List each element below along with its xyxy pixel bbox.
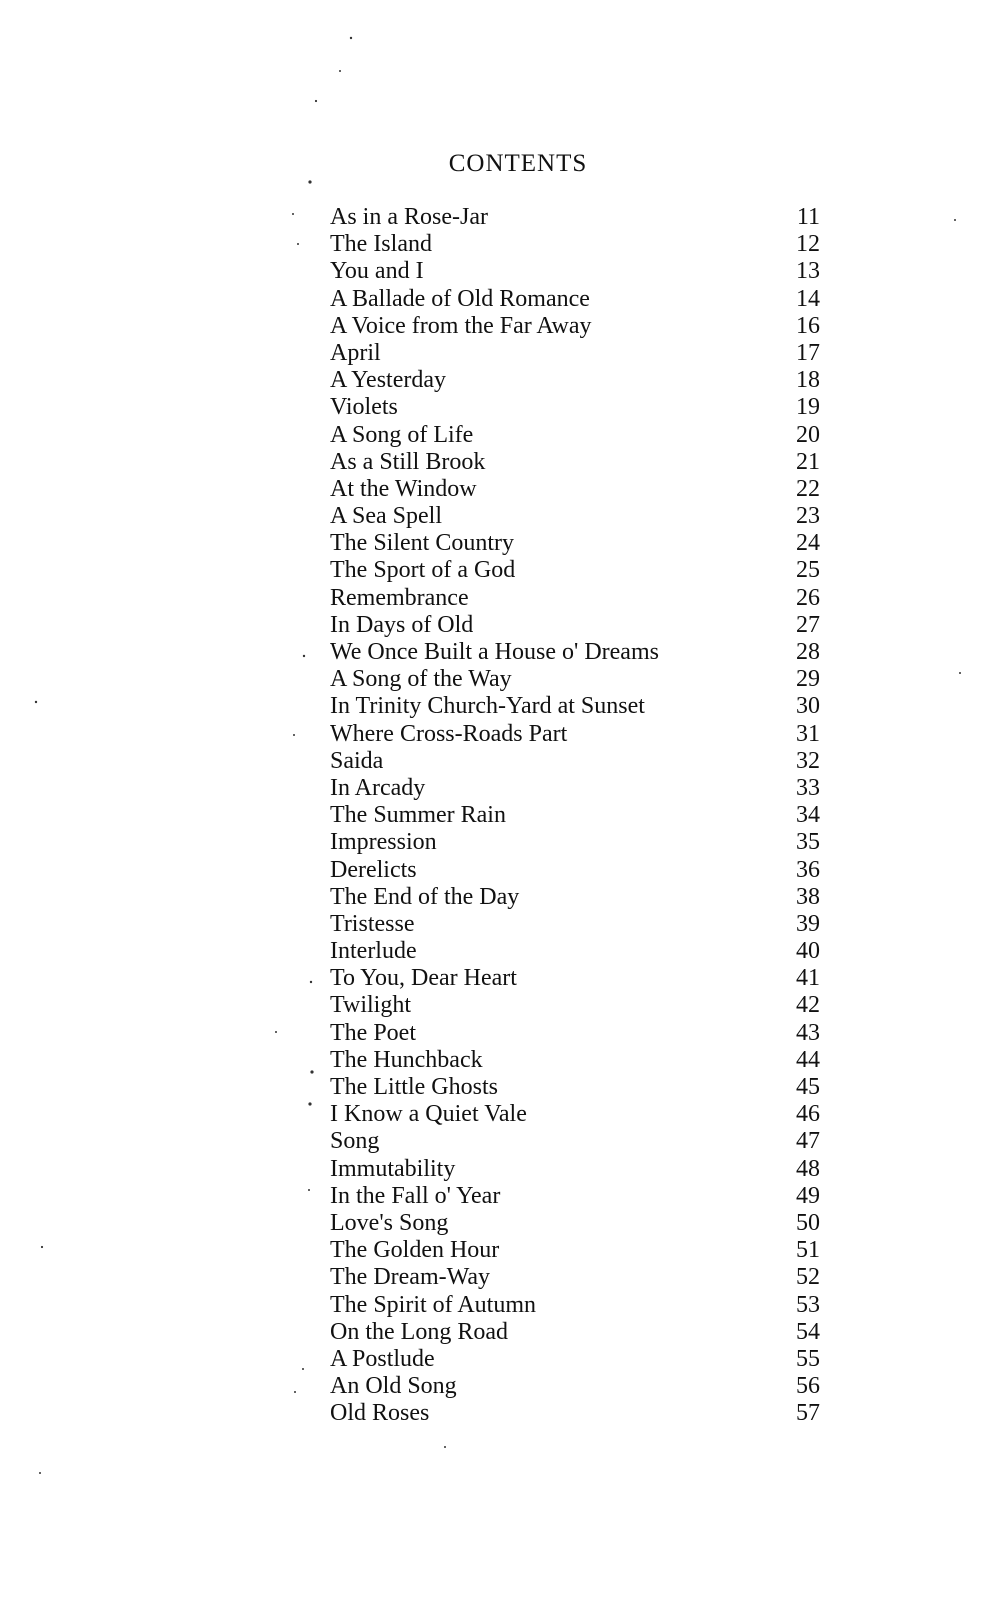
entry-title: As in a Rose-Jar xyxy=(330,204,488,230)
toc-row xyxy=(330,721,820,748)
entry-title: I Know a Quiet Vale xyxy=(330,1101,527,1128)
entry-page: 21 xyxy=(796,448,820,475)
entry-title: Tristesse xyxy=(330,910,415,937)
entry-title: In the Fall o' Year xyxy=(330,1182,501,1209)
toc-row xyxy=(330,1292,820,1319)
toc-row xyxy=(330,449,820,476)
entry-title: Song xyxy=(330,1128,380,1155)
entry-title: A Song of the Way xyxy=(330,666,512,693)
toc-row xyxy=(330,1264,820,1291)
toc-row xyxy=(330,1047,820,1074)
entry-title: A Song of Life xyxy=(330,421,474,448)
toc-row xyxy=(330,313,820,340)
entry-page: 24 xyxy=(796,530,820,557)
entry-page: 45 xyxy=(796,1074,820,1100)
toc-row xyxy=(330,802,820,829)
entry-title: Saida xyxy=(330,747,384,774)
toc-row xyxy=(330,476,820,503)
toc-row xyxy=(330,585,820,612)
entry-title: In Days of Old xyxy=(330,611,474,638)
toc-row xyxy=(330,1101,820,1128)
toc-row xyxy=(330,340,820,367)
entry-page: 32 xyxy=(796,747,820,774)
entry-page: 42 xyxy=(796,992,820,1019)
toc-row xyxy=(330,204,820,231)
entry-page: 49 xyxy=(796,1182,820,1209)
entry-title: A Sea Spell xyxy=(330,503,442,530)
entry-page: 16 xyxy=(796,312,820,339)
entry-page: 30 xyxy=(796,693,820,720)
toc-row xyxy=(330,1237,820,1264)
entry-page: 43 xyxy=(796,1019,820,1046)
table-of-contents xyxy=(330,204,820,1427)
toc-row xyxy=(330,503,820,530)
entry-page: 51 xyxy=(796,1237,820,1264)
entry-page: 27 xyxy=(796,611,820,638)
entry-page: 29 xyxy=(796,666,820,693)
entry-page: 41 xyxy=(796,965,820,992)
entry-page: 17 xyxy=(796,339,820,366)
entry-page: 54 xyxy=(796,1318,820,1345)
entry-page: 22 xyxy=(796,475,820,502)
entry-page: 56 xyxy=(796,1373,820,1400)
toc-row xyxy=(330,422,820,449)
toc-row xyxy=(330,938,820,965)
toc-row xyxy=(330,639,820,666)
entry-title: The Dream-Way xyxy=(330,1264,490,1291)
entry-page: 28 xyxy=(796,639,820,665)
entry-page: 14 xyxy=(796,285,820,312)
entry-title: Violets xyxy=(330,394,398,421)
contents-heading: CONTENTS xyxy=(448,150,588,177)
entry-title: Immutability xyxy=(330,1155,456,1182)
toc-row xyxy=(330,394,820,421)
toc-row xyxy=(330,286,820,313)
entry-title: Old Roses xyxy=(330,1400,430,1427)
toc-row xyxy=(330,965,820,992)
entry-title: We Once Built a House o' Dreams xyxy=(330,639,659,665)
toc-row xyxy=(330,666,820,693)
entry-page: 31 xyxy=(796,720,820,747)
entry-page: 46 xyxy=(796,1101,820,1128)
entry-title: Where Cross-Roads Part xyxy=(330,720,568,747)
entry-page: 23 xyxy=(796,503,820,530)
entry-page: 26 xyxy=(796,584,820,611)
toc-row xyxy=(330,1319,820,1346)
entry-title: In Arcady xyxy=(330,774,426,801)
toc-row xyxy=(330,1400,820,1427)
toc-row xyxy=(330,1183,820,1210)
toc-row xyxy=(330,1156,820,1183)
entry-page: 13 xyxy=(796,258,820,285)
entry-title: The Golden Hour xyxy=(330,1237,500,1264)
entry-page: 57 xyxy=(796,1400,820,1427)
entry-title: The End of the Day xyxy=(330,883,520,910)
toc-row xyxy=(330,693,820,720)
entry-title: The Hunchback xyxy=(330,1046,483,1073)
entry-page: 44 xyxy=(796,1046,820,1073)
entry-title: At the Window xyxy=(330,475,477,502)
entry-title: On the Long Road xyxy=(330,1318,508,1345)
toc-row xyxy=(330,258,820,285)
entry-title: The Little Ghosts xyxy=(330,1074,498,1100)
toc-row xyxy=(330,557,820,584)
toc-row xyxy=(330,612,820,639)
toc-row xyxy=(330,1020,820,1047)
entry-title: An Old Song xyxy=(330,1373,457,1400)
entry-title: A Ballade of Old Romance xyxy=(330,285,590,312)
entry-page: 38 xyxy=(796,883,820,910)
toc-row xyxy=(330,1346,820,1373)
entry-title: Love's Song xyxy=(330,1209,449,1236)
entry-page: 55 xyxy=(796,1345,820,1372)
toc-row xyxy=(330,748,820,775)
entry-page: 47 xyxy=(796,1128,820,1155)
entry-title: Interlude xyxy=(330,938,417,965)
entry-page: 18 xyxy=(796,367,820,394)
entry-title: The Silent Country xyxy=(330,530,514,557)
entry-title: A Postlude xyxy=(330,1345,435,1372)
entry-page: 11 xyxy=(796,204,820,230)
toc-row xyxy=(330,1210,820,1237)
entry-page: 33 xyxy=(796,774,820,801)
toc-row xyxy=(330,1074,820,1101)
entry-page: 19 xyxy=(796,394,820,421)
toc-row xyxy=(330,530,820,557)
entry-page: 52 xyxy=(796,1264,820,1291)
entry-title: To You, Dear Heart xyxy=(330,965,517,992)
entry-title: In Trinity Church-Yard at Sunset xyxy=(330,693,645,720)
toc-row xyxy=(330,231,820,258)
entry-title: April xyxy=(330,339,381,366)
entry-page: 34 xyxy=(796,802,820,829)
entry-title: Twilight xyxy=(330,992,411,1019)
entry-title: The Island xyxy=(330,231,432,258)
entry-page: 25 xyxy=(796,557,820,584)
toc-row xyxy=(330,829,820,856)
toc-row xyxy=(330,992,820,1019)
entry-page: 48 xyxy=(796,1155,820,1182)
toc-row xyxy=(330,775,820,802)
entry-page: 40 xyxy=(796,938,820,965)
entry-title: The Spirit of Autumn xyxy=(330,1291,536,1318)
entry-page: 12 xyxy=(796,231,820,258)
toc-row xyxy=(330,857,820,884)
entry-page: 53 xyxy=(796,1291,820,1318)
entry-title: The Poet xyxy=(330,1019,416,1046)
entry-title: You and I xyxy=(330,258,424,285)
entry-page: 20 xyxy=(796,421,820,448)
entry-title: A Voice from the Far Away xyxy=(330,312,592,339)
entry-page: 35 xyxy=(796,829,820,856)
toc-row xyxy=(330,884,820,911)
entry-title: Derelicts xyxy=(330,856,417,883)
entry-page: 50 xyxy=(796,1209,820,1236)
entry-title: As a Still Brook xyxy=(330,448,486,475)
entry-title: The Sport of a God xyxy=(330,557,516,584)
toc-row xyxy=(330,367,820,394)
toc-row xyxy=(330,911,820,938)
entry-page: 36 xyxy=(796,856,820,883)
entry-page: 39 xyxy=(796,910,820,937)
toc-row xyxy=(330,1128,820,1155)
entry-title: Remembrance xyxy=(330,584,469,611)
entry-title: The Summer Rain xyxy=(330,802,506,829)
entry-title: Impression xyxy=(330,829,437,856)
entry-title: A Yesterday xyxy=(330,367,447,394)
toc-row xyxy=(330,1373,820,1400)
